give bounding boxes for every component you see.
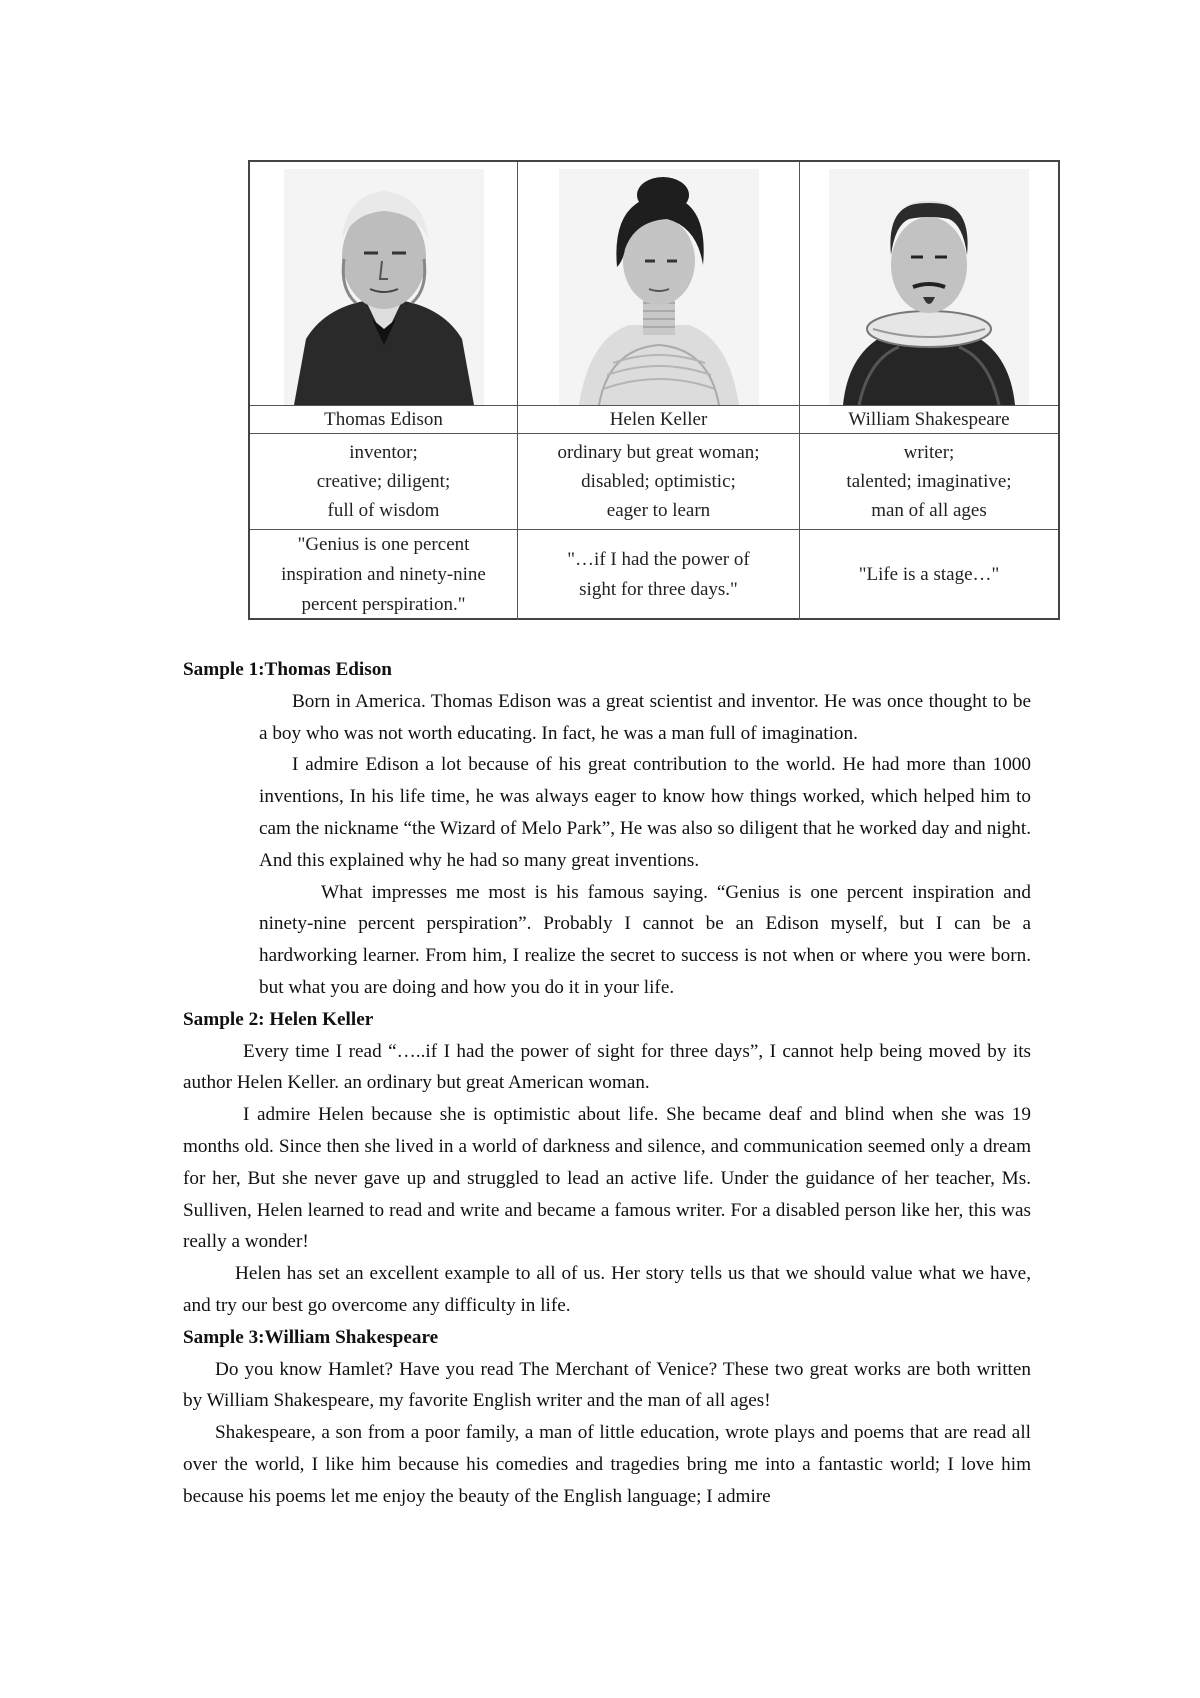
name-cell-keller: Helen Keller — [518, 406, 800, 434]
trait-line: disabled; optimistic; — [581, 471, 736, 492]
trait-line: full of wisdom — [327, 500, 440, 521]
document-body — [183, 654, 1031, 1513]
quote-line: "…if I had the power of — [567, 549, 750, 570]
sample-heading-edison: Sample 1:Thomas Edison — [183, 659, 392, 680]
quote-cell-keller — [518, 530, 800, 620]
people-table — [248, 160, 1060, 620]
quote-line: percent perspiration." — [301, 594, 466, 615]
trait-line: writer; — [903, 442, 955, 463]
trait-line: man of all ages — [871, 500, 987, 521]
quote-line: "Genius is one percent — [297, 534, 470, 555]
name-cell-edison: Thomas Edison — [250, 406, 518, 434]
trait-line: inventor; — [349, 442, 418, 463]
portrait-cell-edison — [250, 162, 518, 406]
quote-line: "Life is a stage…" — [858, 564, 1000, 585]
sample-body-edison — [259, 686, 1031, 1004]
portrait-cell-keller — [518, 162, 800, 406]
sample-heading-keller: Sample 2: Helen Keller — [183, 1008, 374, 1030]
keller-portrait-image — [559, 169, 759, 405]
edison-portrait-image — [284, 169, 484, 405]
paragraph: What impresses me most is his famous saying. “Genius is one percent inspiration and ninety-nine percent perspiration”. Probably I cannot be an Edison myself, but I can be a hardworking learner. From him, I realize the secret to success is not when or where you were born. but what you are doing and how you do it in your life. — [259, 881, 1031, 998]
portrait-cell-shakespeare — [800, 162, 1058, 406]
shakespeare-portrait-image — [829, 169, 1029, 405]
quote-line: sight for three days." — [579, 579, 738, 600]
sample-heading-shakespeare: Sample 3:William Shakespeare — [183, 1326, 439, 1348]
paragraph: I admire Helen because she is optimistic about life. She became deaf and blind when she was 19 months old. Since then she lived in a world of darkness and silence, and communication seemed only a dream for her, But she never gave up and struggled to lead an active life. Under the guidance of her teacher, Ms. Sulliven, Helen learned to read and write and became a famous writer. For a disabled person like her, this was really a wonder! — [183, 1104, 1031, 1253]
trait-line: creative; diligent; — [316, 471, 451, 492]
traits-cell-shakespeare — [800, 434, 1058, 530]
paragraph: Do you know Hamlet? Have you read The Merchant of Venice? These two great works are both written by William Shakespeare, my favorite English writer and the man of all ages! — [183, 1358, 1031, 1412]
name-cell-shakespeare: William Shakespeare — [800, 406, 1058, 434]
paragraph: I admire Edison a lot because of his great contribution to the world. He had more than 1000 inventions, In his life time, he was always eager to know how things worked, which helped him to cam the nickname “the Wizard of Melo Park”, He was also so diligent that he worked day and night. And this explained why he had so many great inventions. — [259, 754, 1031, 871]
paragraph: Helen has set an excellent example to all of us. Her story tells us that we should value what we have, and try our best go overcome any difficulty in life. — [183, 1263, 1031, 1316]
paragraph: Shakespeare, a son from a poor family, a man of little education, wrote plays and poems that are read all over the world, I like him because his comedies and tragedies bring me into a fantastic world; I love him because his poems let me enjoy the beauty of the English language; I admire — [183, 1422, 1031, 1507]
traits-cell-keller — [518, 434, 800, 530]
quote-cell-shakespeare — [800, 530, 1058, 620]
trait-line: ordinary but great woman; — [557, 442, 760, 463]
trait-line: eager to learn — [606, 500, 711, 521]
quote-line: inspiration and ninety-nine — [281, 564, 486, 585]
trait-line: talented; imaginative; — [846, 471, 1012, 492]
paragraph: Every time I read “…..if I had the power of sight for three days”, I cannot help being moved by its author Helen Keller. an ordinary but great American woman. — [183, 1040, 1031, 1094]
paragraph: Born in America. Thomas Edison was a great scientist and inventor. He was once thought to be a boy who was not worth educating. In fact, he was a man full of imagination. — [259, 690, 1031, 744]
quote-cell-edison — [250, 530, 518, 620]
traits-cell-edison — [250, 434, 518, 530]
